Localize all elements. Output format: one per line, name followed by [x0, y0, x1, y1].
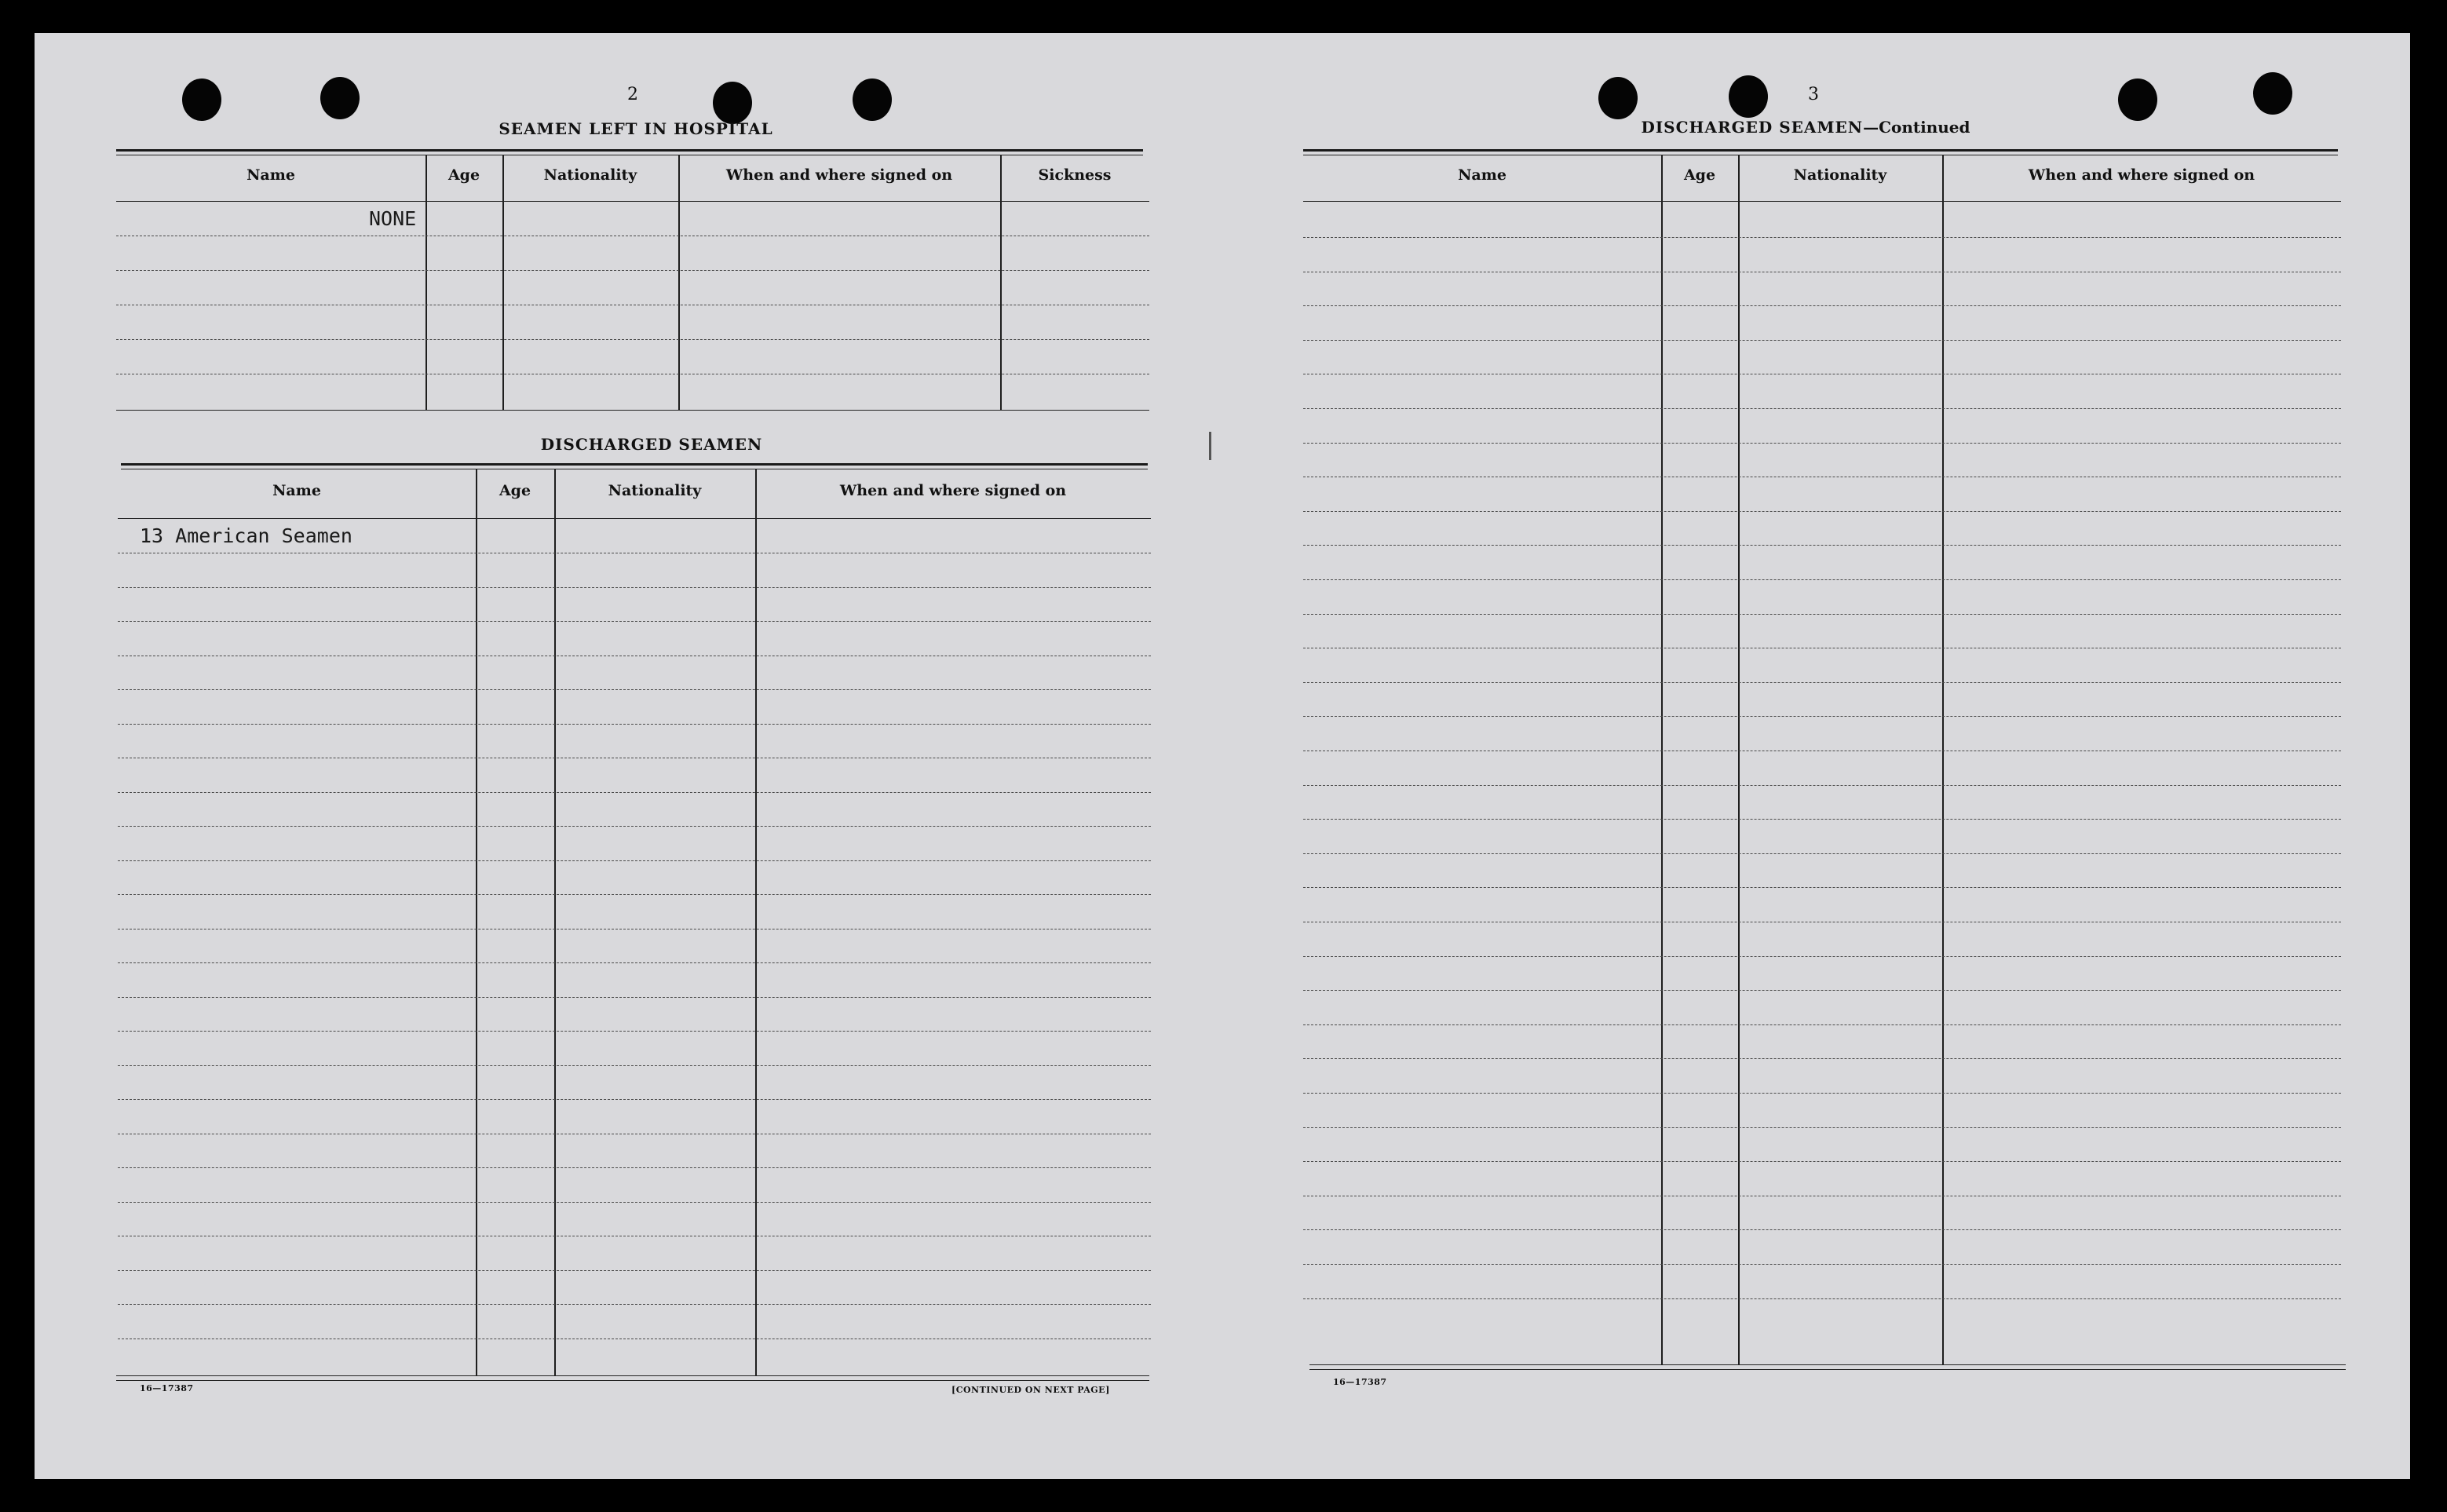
discharged-section-title: DISCHARGED SEAMEN [540, 435, 763, 454]
discharged-header-underline [118, 518, 1151, 519]
right-bottom-rule-2 [1309, 1369, 2346, 1370]
hospital-column-header: Name [247, 166, 295, 184]
punch-hole [2253, 72, 2292, 115]
discharged-column-divider [554, 469, 556, 1375]
discharged-ruled-line [118, 1065, 1151, 1066]
continued-ruled-line [1303, 682, 2341, 683]
right-bottom-rule [1309, 1364, 2346, 1365]
hospital-column-header: Age [447, 166, 480, 184]
punch-hole [713, 82, 752, 124]
continued-ruled-line [1303, 1024, 2341, 1025]
punch-hole [182, 79, 221, 121]
hospital-column-header: Sickness [1038, 166, 1112, 184]
center-fold [1209, 432, 1211, 460]
discharged-ruled-line [118, 997, 1151, 998]
discharged-ruled-line [118, 894, 1151, 895]
continued-ruled-line [1303, 887, 2341, 888]
right-table-top-rule [1303, 149, 2338, 152]
continued-ruled-line [1303, 1127, 2341, 1128]
continued-ruled-line [1303, 1298, 2341, 1299]
hospital-column-header: Nationality [543, 166, 637, 184]
discharged-column-header: When and where signed on [839, 482, 1067, 499]
discharged-ruled-line [118, 1304, 1151, 1305]
hospital-column-header: When and where signed on [725, 166, 953, 184]
continued-suffix: —Continued [1863, 118, 1970, 137]
discharged-ruled-line [118, 826, 1151, 827]
continued-column-header: When and where signed on [2028, 166, 2255, 184]
discharged-column-divider [755, 469, 757, 1375]
continued-ruled-line [1303, 443, 2341, 444]
left-bottom-rule-2 [116, 1380, 1149, 1381]
continued-ruled-line [1303, 614, 2341, 615]
continued-header-underline [1303, 201, 2341, 202]
page-number-left: 2 [627, 85, 638, 104]
continued-ruled-line [1303, 305, 2341, 306]
discharged-column-header: Name [272, 482, 321, 499]
continued-ruled-line [1303, 1093, 2341, 1094]
continued-ruled-line [1303, 785, 2341, 786]
hospital-entry-name: NONE [369, 207, 417, 230]
discharged-ruled-line [118, 1031, 1151, 1032]
continued-ruled-line [1303, 237, 2341, 238]
form-number-left: 16—17387 [140, 1383, 194, 1393]
continued-ruled-line [1303, 408, 2341, 409]
discharged-column-header: Nationality [608, 482, 702, 499]
discharged-continued-title [1539, 118, 2073, 137]
continued-ruled-line [1303, 990, 2341, 991]
discharged-ruled-line [118, 621, 1151, 622]
continued-column-header: Name [1458, 166, 1507, 184]
discharged-ruled-line [118, 792, 1151, 793]
punch-hole [853, 79, 892, 121]
continued-ruled-line [1303, 1161, 2341, 1162]
hospital-ruled-line [116, 270, 1149, 271]
page-number-right: 3 [1808, 85, 1819, 104]
discharged-ruled-line [118, 1167, 1151, 1168]
punch-hole [1598, 77, 1638, 119]
continued-ruled-line [1303, 1264, 2341, 1265]
discharged-ruled-line [118, 962, 1151, 963]
continued-ruled-line [1303, 545, 2341, 546]
discharged-ruled-line [118, 587, 1151, 588]
discharged-continued-title-text: DISCHARGED SEAMEN [1641, 118, 1864, 137]
continued-ruled-line [1303, 340, 2341, 341]
continued-ruled-line [1303, 579, 2341, 580]
continued-ruled-line [1303, 819, 2341, 820]
continued-ruled-line [1303, 956, 2341, 957]
discharged-ruled-line [118, 1099, 1151, 1100]
discharged-ruled-line [118, 724, 1151, 725]
continued-ruled-line [1303, 853, 2341, 854]
continued-ruled-line [1303, 1229, 2341, 1230]
continued-note: [CONTINUED ON NEXT PAGE] [951, 1385, 1110, 1395]
punch-hole [320, 77, 360, 119]
discharged-ruled-line [118, 1270, 1151, 1271]
continued-column-header: Nationality [1793, 166, 1887, 184]
hospital-ruled-line [116, 339, 1149, 340]
hospital-column-divider [502, 155, 504, 410]
hospital-column-divider [425, 155, 427, 410]
hospital-bottom-rule [116, 410, 1149, 411]
discharged-column-header: Age [499, 482, 531, 499]
discharged-ruled-line [118, 860, 1151, 861]
continued-column-divider [1942, 155, 1944, 1364]
hospital-column-divider [678, 155, 680, 410]
discharged-column-divider [476, 469, 477, 1375]
hospital-header-underline [116, 201, 1149, 202]
discharged-entry-name: 13 American Seamen [140, 524, 352, 547]
hospital-table-top-rule [116, 149, 1143, 152]
punch-hole [2118, 79, 2157, 121]
continued-ruled-line [1303, 716, 2341, 717]
continued-column-divider [1661, 155, 1663, 1364]
continued-ruled-line [1303, 511, 2341, 512]
discharged-table-top-rule [121, 463, 1148, 466]
punch-hole [1729, 75, 1768, 118]
continued-ruled-line [1303, 1058, 2341, 1059]
discharged-ruled-line [118, 689, 1151, 690]
left-bottom-rule [116, 1375, 1149, 1376]
form-number-right: 16—17387 [1333, 1377, 1387, 1387]
continued-column-divider [1738, 155, 1740, 1364]
document-sheet [35, 33, 2410, 1479]
continued-column-header: Age [1683, 166, 1716, 184]
hospital-column-divider [1000, 155, 1002, 410]
discharged-ruled-line [118, 1202, 1151, 1203]
hospital-section-title: SEAMEN LEFT IN HOSPITAL [499, 119, 773, 138]
